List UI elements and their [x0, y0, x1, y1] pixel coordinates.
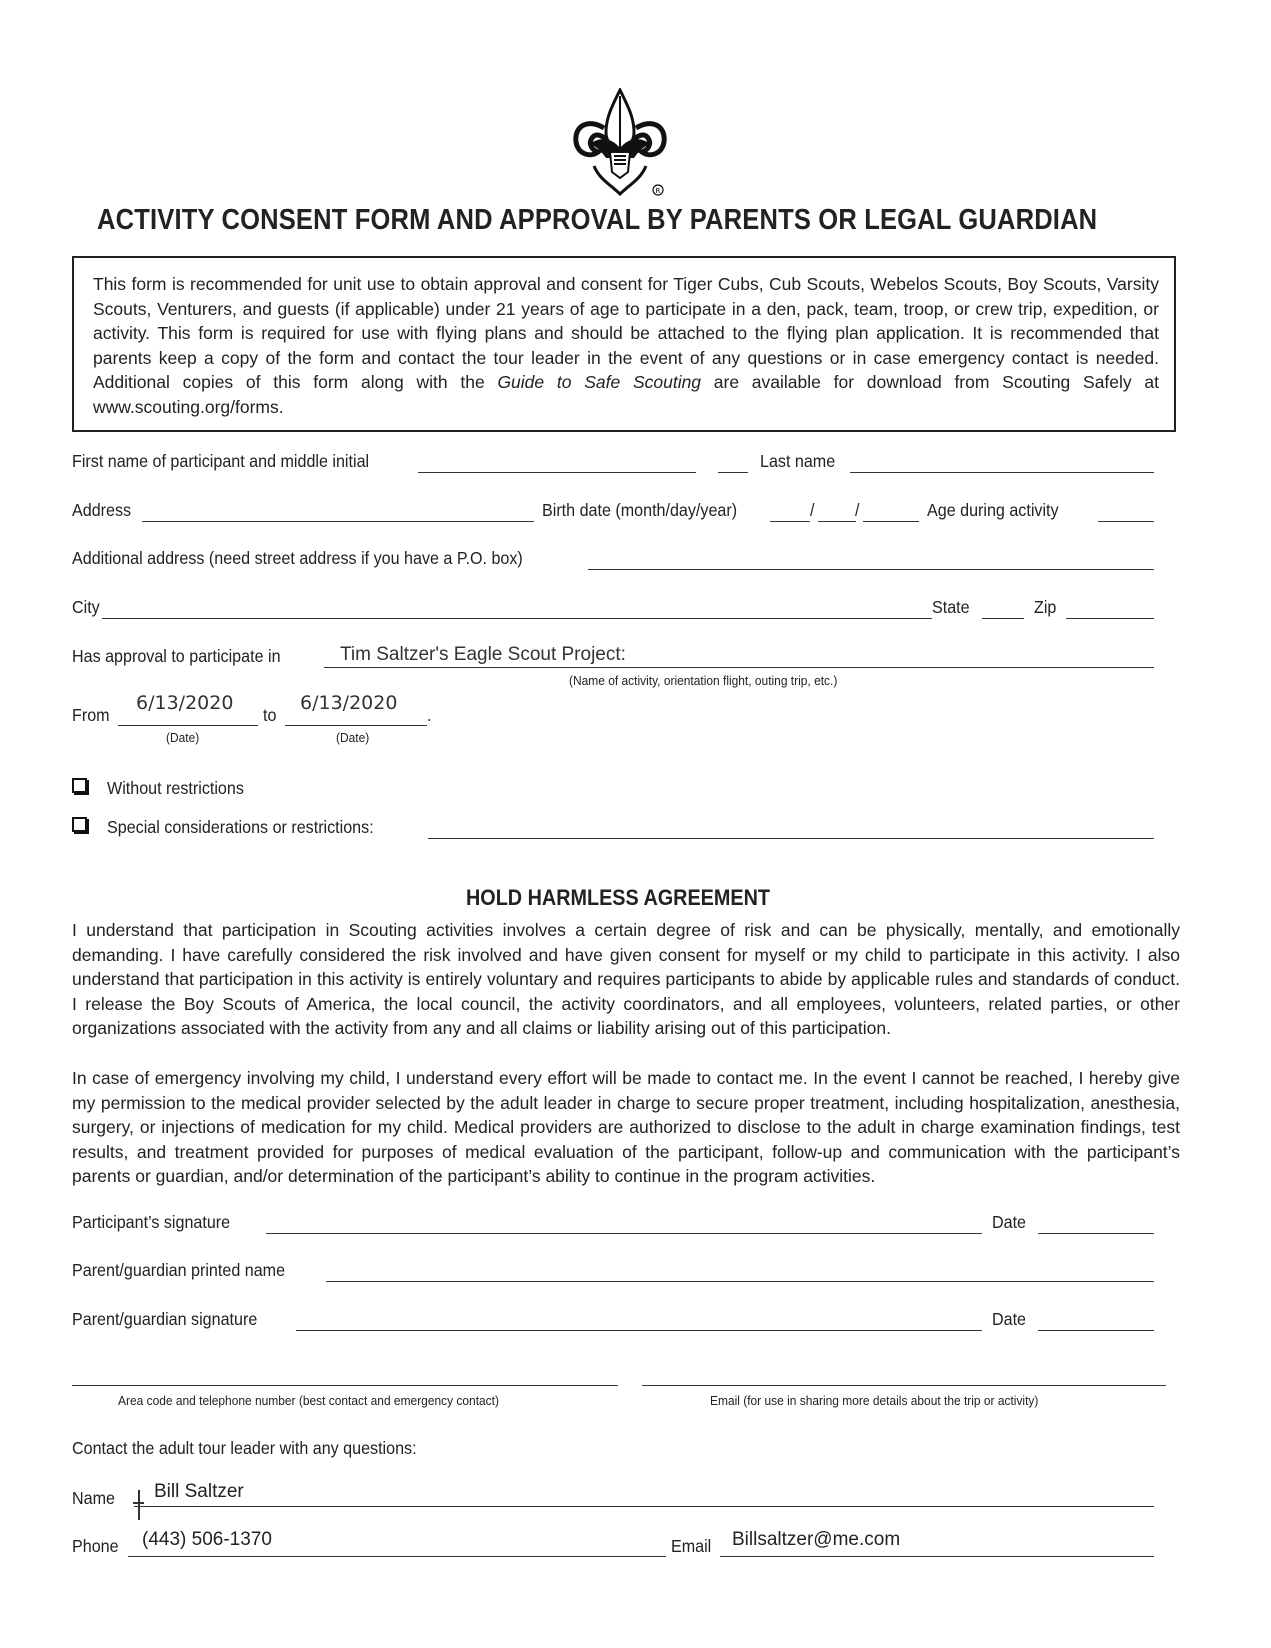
- address-field[interactable]: [142, 521, 534, 522]
- additional-address-label: Additional address (need street address if you have a P.O. box): [72, 548, 523, 568]
- text-cursor-tick: [133, 1502, 144, 1504]
- to-date-value[interactable]: 6/13/2020: [300, 692, 398, 714]
- birth-day-field[interactable]: [818, 521, 856, 522]
- leader-phone-label: Phone: [72, 1536, 119, 1556]
- birth-month-field[interactable]: [770, 521, 810, 522]
- additional-address-field[interactable]: [588, 569, 1154, 570]
- approval-field[interactable]: [324, 667, 1154, 668]
- guardian-signature-field[interactable]: [296, 1330, 982, 1331]
- without-restrictions-checkbox[interactable]: [72, 778, 87, 793]
- special-considerations-field[interactable]: [428, 838, 1154, 839]
- last-name-field[interactable]: [850, 472, 1154, 473]
- guardian-printed-name-field[interactable]: [326, 1281, 1154, 1282]
- leader-phone-value[interactable]: (443) 506-1370: [142, 1529, 272, 1550]
- period: .: [427, 705, 432, 725]
- without-restrictions-label: Without restrictions: [107, 778, 244, 798]
- birth-separator-1: /: [810, 500, 815, 520]
- city-label: City: [72, 597, 100, 617]
- leader-name-label: Name: [72, 1488, 115, 1508]
- leader-email-value[interactable]: Billsaltzer@me.com: [732, 1529, 901, 1550]
- text-cursor: [138, 1490, 140, 1520]
- from-date-value[interactable]: 6/13/2020: [136, 692, 234, 714]
- approval-caption: (Name of activity, orientation flight, outing trip, etc.): [569, 673, 838, 688]
- participant-signature-field[interactable]: [266, 1233, 982, 1234]
- guardian-printed-name-label: Parent/guardian printed name: [72, 1260, 286, 1280]
- fleur-de-lis-eagle-icon: [570, 88, 670, 200]
- birth-separator-2: /: [855, 500, 860, 520]
- participant-date-field[interactable]: [1038, 1233, 1154, 1234]
- page-title: ACTIVITY CONSENT FORM AND APPROVAL BY PARENTS OR LEGAL GUARDIAN: [97, 204, 1098, 236]
- date-caption-to: (Date): [336, 730, 370, 745]
- state-field[interactable]: [982, 618, 1024, 619]
- phone-field[interactable]: [72, 1385, 618, 1386]
- first-name-field[interactable]: [418, 472, 696, 473]
- age-label: Age during activity: [927, 500, 1059, 520]
- zip-label: Zip: [1034, 597, 1057, 617]
- participant-date-label: Date: [992, 1212, 1027, 1232]
- leader-name-value[interactable]: Bill Saltzer: [154, 1481, 244, 1502]
- birth-date-label: Birth date (month/day/year): [542, 500, 738, 520]
- intro-box: [72, 256, 1176, 432]
- approval-label: Has approval to participate in: [72, 646, 281, 666]
- from-label: From: [72, 705, 110, 725]
- leader-name-field[interactable]: [134, 1506, 1154, 1507]
- address-label: Address: [72, 500, 132, 520]
- svg-text:R: R: [655, 187, 661, 195]
- email-field[interactable]: [642, 1385, 1166, 1386]
- from-date-field[interactable]: [118, 725, 258, 726]
- leader-intro: Contact the adult tour leader with any questions:: [72, 1438, 417, 1458]
- guardian-signature-label: Parent/guardian signature: [72, 1309, 258, 1329]
- guardian-date-label: Date: [992, 1309, 1027, 1329]
- middle-initial-field[interactable]: [718, 472, 748, 473]
- agreement-paragraph-2: In case of emergency involving my child, I understand every effort will be made to contact me. In the event I cannot be reached, I hereby give my permission to the medical provider selected by the adult leader in charge to secure proper treatment, including hospitalization, anesthesia, surgery, or injections of medication for my child. Medical providers are authorized to disclose to the adult in charge examination findings, test results, and treatment provided for purposes of medical evaluation of the participant, follow-up and communication with the participant’s parents or guardian, and/or determination of the participant’s ability to continue in the program activities.: [72, 1068, 1180, 1186]
- agreement-paragraph-1: I understand that participation in Scouting activities involves a certain degree of risk and can be physically, mentally, and emotionally demanding. I have carefully considered the risk involved and have given consent for myself or my child to participate in this activity. I also understand that participation in this activity is entirely voluntary and requires participants to abide by applicable rules and standards of conduct. I release the Boy Scouts of America, the local council, the activity coordinators, and all employees, volunteers, related parties, or other organizations associated with the activity from any and all claims or liability arising out of this participation.: [72, 920, 1180, 1038]
- agreement-heading: HOLD HARMLESS AGREEMENT: [466, 885, 770, 910]
- phone-caption: Area code and telephone number (best contact and emergency contact): [118, 1393, 499, 1408]
- guardian-date-field[interactable]: [1038, 1330, 1154, 1331]
- email-caption: Email (for use in sharing more details about the trip or activity): [710, 1393, 1039, 1408]
- intro-text: This form is recommended for unit use to obtain approval and consent for Tiger Cubs, Cub Scouts, Webelos Scouts, Boy Scouts, Varsity Scouts, Venturers, and guests (if applicable) under 21 years of age to participate in a den, pack, team, troop, or crew trip, expedition, or activity. This form is required for use with flying plans and should be attached to the flying plan application. It is recommended that parents keep a copy of the form and contact the tour leader in the event of any questions or in case emergency contact is needed. Additional copies of this form along with the Guide to Safe Scouting are available for download from Scouting Safely at www.scouting.org/forms.: [93, 274, 1159, 417]
- age-field[interactable]: [1098, 521, 1154, 522]
- leader-email-label: Email: [671, 1536, 712, 1556]
- zip-field[interactable]: [1066, 618, 1154, 619]
- special-considerations-checkbox[interactable]: [72, 817, 87, 832]
- leader-phone-field[interactable]: [128, 1556, 666, 1557]
- participant-signature-label: Participant’s signature: [72, 1212, 231, 1232]
- special-considerations-label: Special considerations or restrictions:: [107, 817, 374, 837]
- first-name-label: First name of participant and middle initial: [72, 451, 370, 471]
- to-date-field[interactable]: [285, 725, 427, 726]
- last-name-label: Last name: [760, 451, 836, 471]
- city-field[interactable]: [102, 618, 932, 619]
- leader-email-field[interactable]: [720, 1556, 1154, 1557]
- state-label: State: [932, 597, 970, 617]
- approval-value[interactable]: Tim Saltzer's Eagle Scout Project:: [340, 644, 626, 665]
- date-caption-from: (Date): [166, 730, 200, 745]
- birth-year-field[interactable]: [863, 521, 919, 522]
- to-label: to: [263, 705, 277, 725]
